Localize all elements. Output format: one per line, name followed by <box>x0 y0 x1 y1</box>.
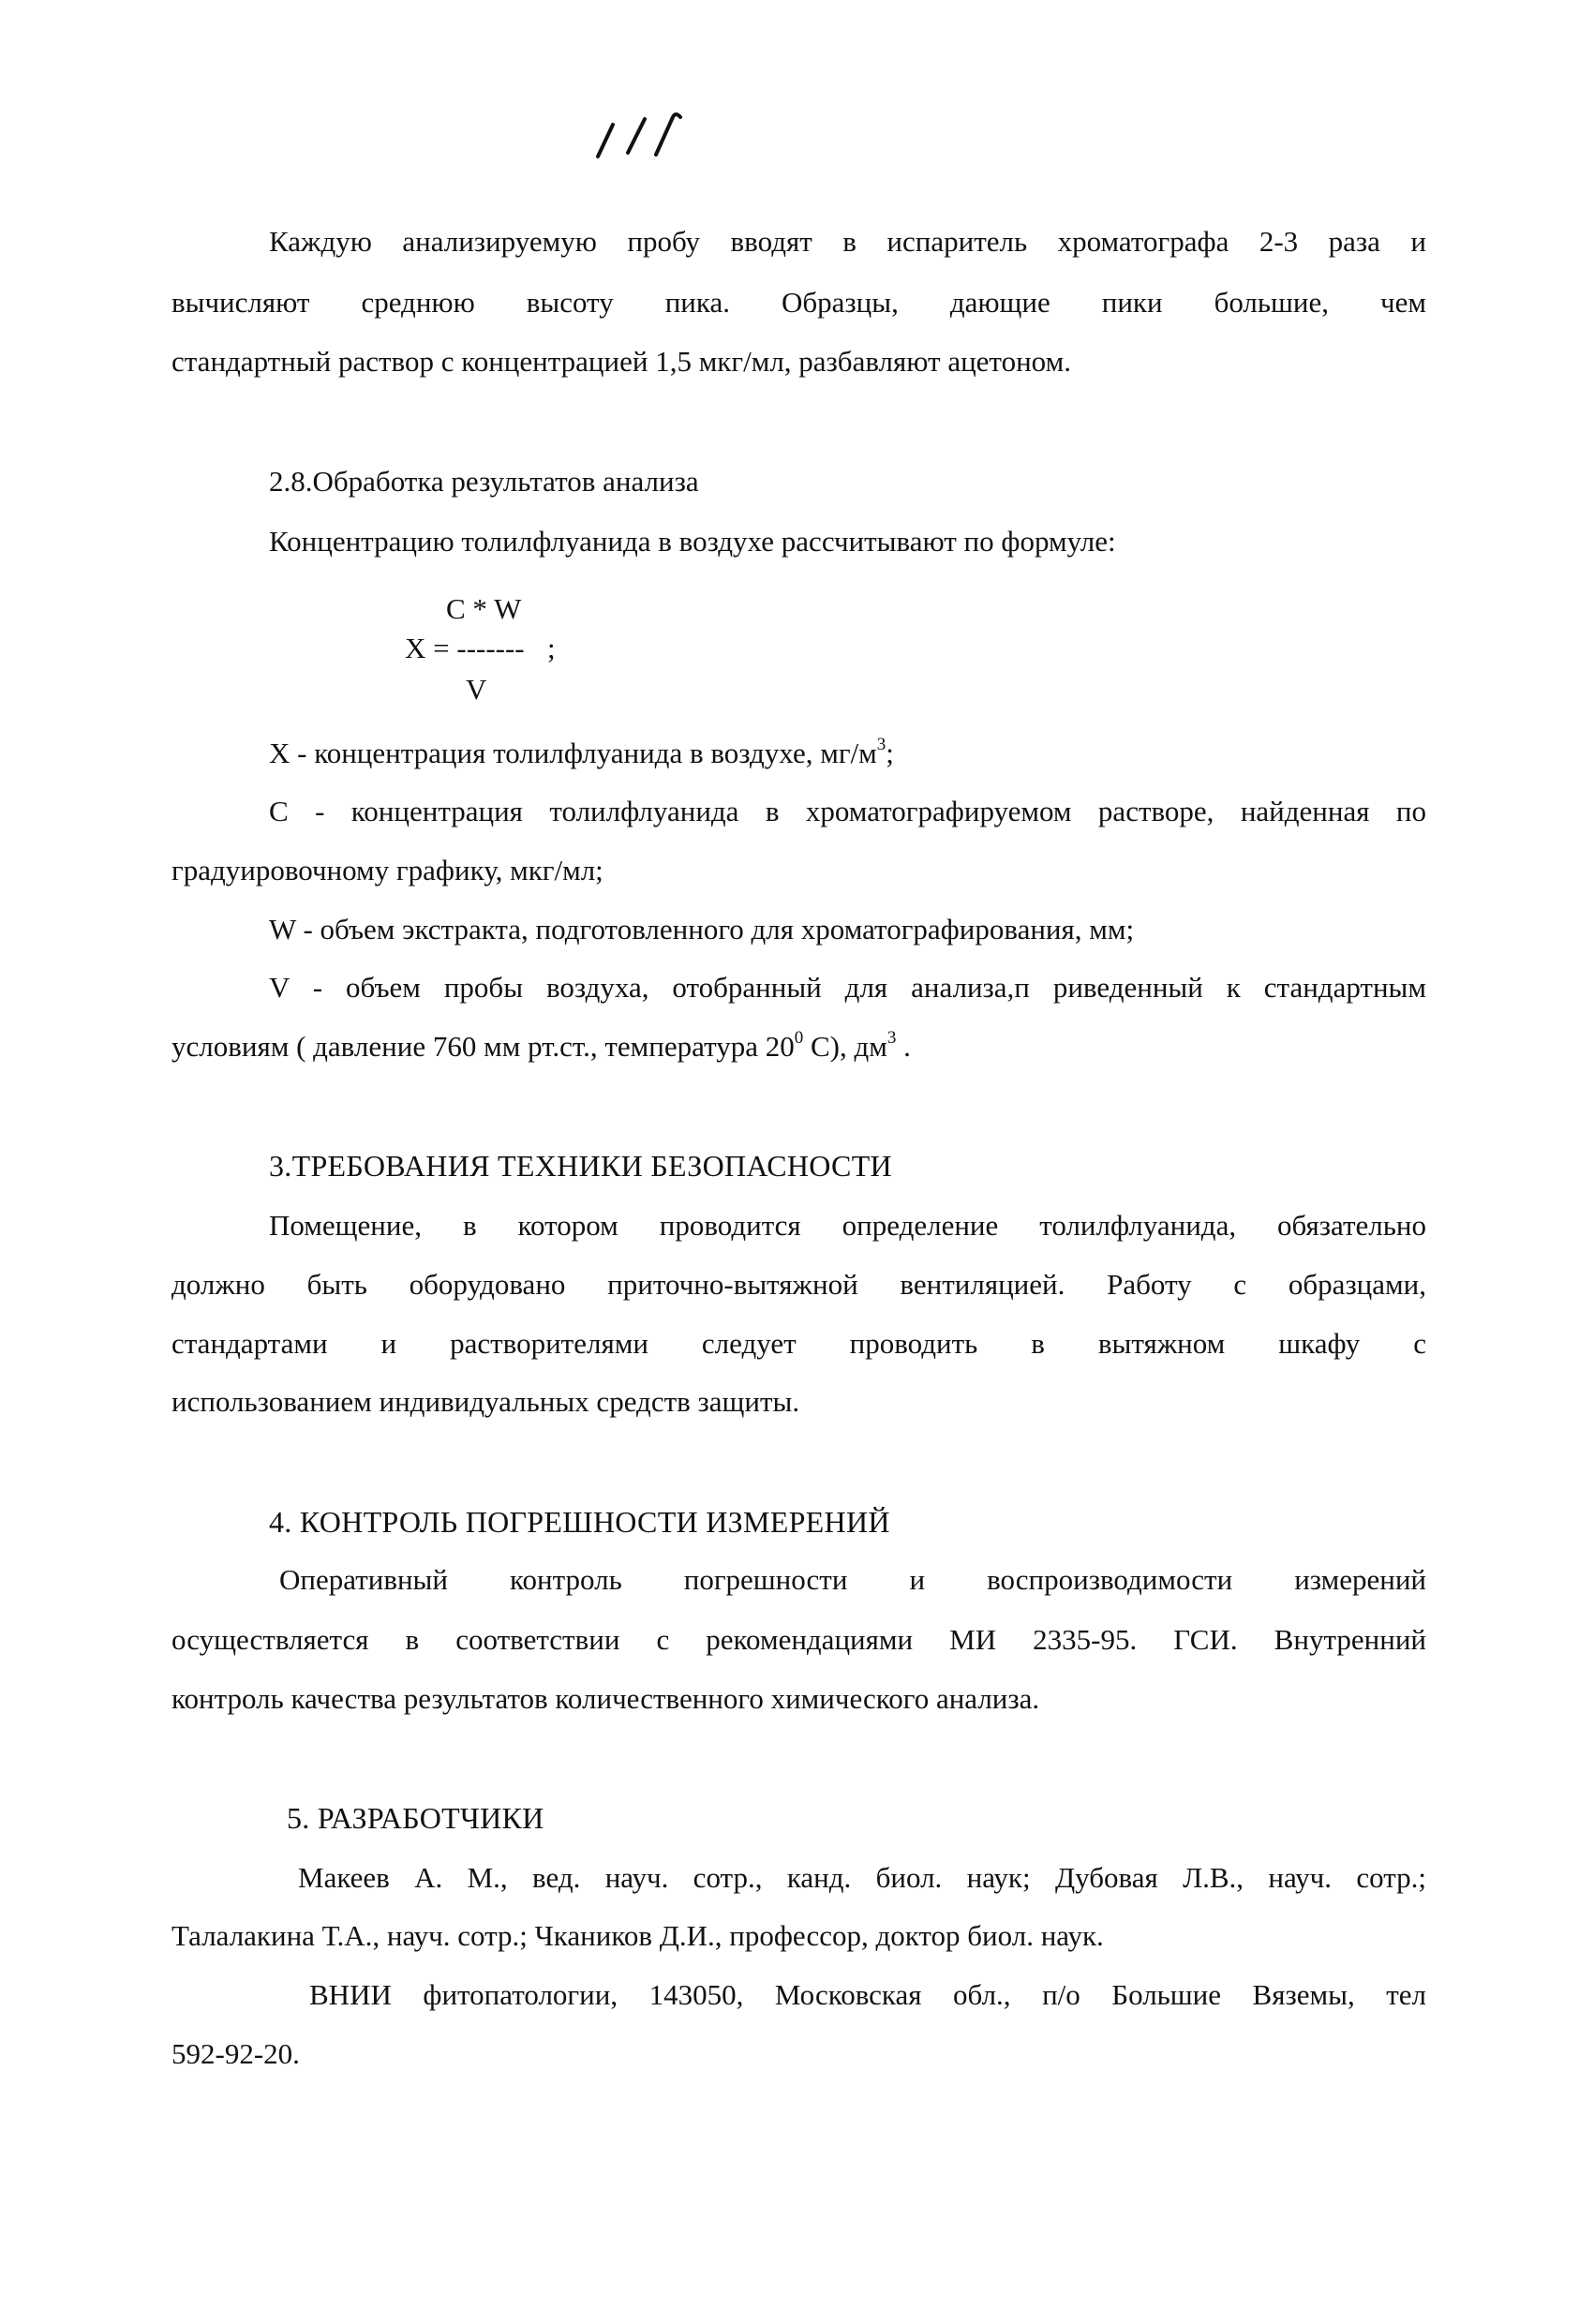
definition-w: W - объем экстракта, подготовленного для хроматографирования, мм; <box>269 913 1135 946</box>
definition-x-superscript: 3 <box>876 735 886 754</box>
phone-line: 592-92-20. <box>171 2037 300 2070</box>
section-3-line-4: использованием индивидуальных средств защиты. <box>171 1385 800 1418</box>
intro-line-2: вычисляют среднюю высоту пика. Образцы, дающие пики большие, чем <box>171 286 1426 319</box>
definition-x-text: X - концентрация толилфлуанида в воздухе, мг/м <box>269 737 877 769</box>
institute-line: ВНИИ фитопатологии, 143050, Московская обл., п/о Большие Вяземы, тел <box>309 1978 1426 2011</box>
section-4-line-3: контроль качества результатов количественного химического анализа. <box>171 1682 1040 1715</box>
definition-v-end: . <box>896 1030 911 1063</box>
section-3-line-3: стандартами и растворителями следует проводить в вытяжном шкафу с <box>171 1327 1426 1360</box>
formula-lhs: X = ------- <box>405 632 525 664</box>
definition-v-text: условиям ( давление 760 мм рт.ст., температура 20 <box>171 1030 795 1063</box>
section-5-heading: 5. РАЗРАБОТЧИКИ <box>287 1801 544 1835</box>
formula-numerator: C * W <box>446 592 522 625</box>
definition-v-line-1: V - объем пробы воздуха, отобранный для анализа,п риведенный к стандартным <box>269 971 1426 1004</box>
intro-line-1: Каждую анализируемую пробу вводят в испаритель хроматографа 2-3 раза и <box>269 225 1426 258</box>
definition-c-line-2: градуировочному графику, мкг/мл; <box>171 854 603 886</box>
section-3-line-2: должно быть оборудовано приточно-вытяжной вентиляцией. Работу с образцами, <box>171 1268 1426 1301</box>
section-3-heading: 3.ТРЕБОВАНИЯ ТЕХНИКИ БЕЗОПАСНОСТИ <box>269 1149 892 1183</box>
definition-v-line-2 <box>171 1028 911 1065</box>
definition-v-unit: C), дм <box>803 1030 887 1063</box>
definition-x-end: ; <box>886 737 894 769</box>
definition-x <box>269 735 894 772</box>
section-4-line-1: Оперативный контроль погрешности и воспроизводимости измерений <box>279 1563 1426 1596</box>
formula-intro: Концентрацию толилфлуанида в воздухе рассчитывают по формуле: <box>269 525 1116 558</box>
section-2-8-heading: 2.8.Обработка результатов анализа <box>269 465 699 498</box>
authors-line-2: Талалакина Т.А., науч. сотр.; Чкаников Д.И., профессор, доктор биол. наук. <box>171 1919 1104 1952</box>
formula-denominator: V <box>466 673 487 706</box>
intro-line-3: стандартный раствор с концентрацией 1,5 мкг/мл, разбавляют ацетоном. <box>171 345 1071 378</box>
section-4-line-2: осуществляется в соответствии с рекомендациями МИ 2335-95. ГСИ. Внутренний <box>171 1623 1426 1656</box>
handwritten-page-number <box>562 98 712 164</box>
definition-c-line-1: C - концентрация толилфлуанида в хроматографируемом растворе, найденная по <box>269 795 1426 827</box>
degree-superscript: 0 <box>794 1028 804 1048</box>
section-3-line-1: Помещение, в котором проводится определение толилфлуанида, обязательно <box>269 1209 1426 1242</box>
authors-line-1: Макеев А. М., вед. науч. сотр., канд. биол. наук; Дубовая Л.В., науч. сотр.; <box>298 1861 1426 1894</box>
formula-separator: ; <box>547 632 556 664</box>
section-4-heading: 4. КОНТРОЛЬ ПОГРЕШНОСТИ ИЗМЕРЕНИЙ <box>269 1505 890 1539</box>
cube-superscript: 3 <box>886 1028 897 1048</box>
